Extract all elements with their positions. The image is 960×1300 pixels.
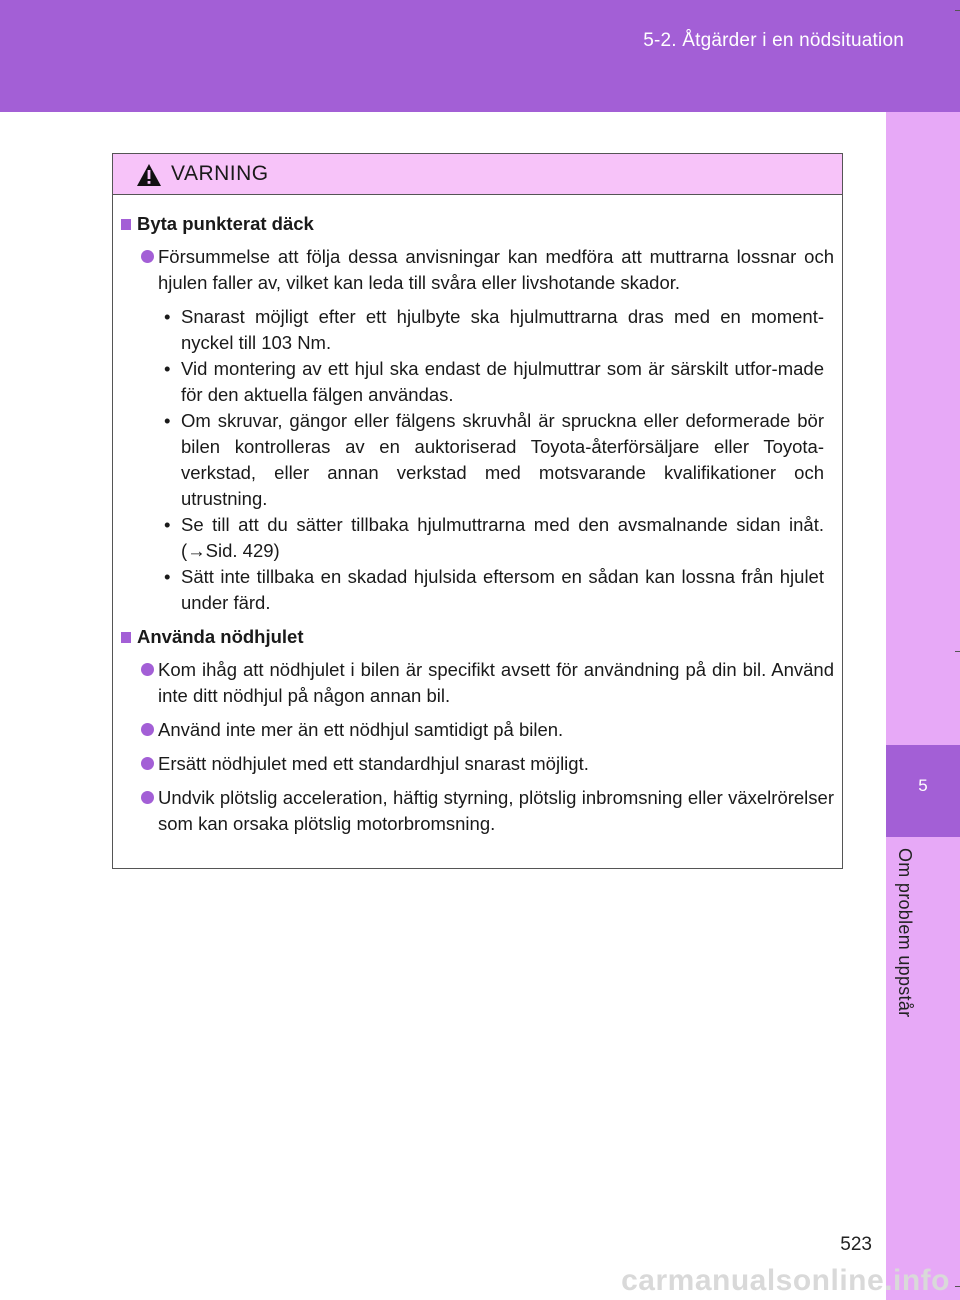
- list-item: [121, 751, 834, 777]
- page-number: 523: [840, 1234, 872, 1255]
- sub-bullet: • Vid montering av ett hjul ska endast de hjulmuttrar som är särskilt utfor-made för den aktuella fälgen användas.: [161, 356, 824, 408]
- watermark: carmanualsonline.info: [621, 1264, 950, 1297]
- list-item-text: Försummelse att följa dessa anvisningar kan medföra att muttrarna lossnar och hjulen faller av, vilket kan leda till svåra eller livshotande skador.: [158, 246, 834, 293]
- warning-box: [112, 153, 843, 869]
- sub-bullet: • Om skruvar, gängor eller fälgens skruvhål är spruckna eller deformerade bör bilen kontrolleras av en auktoriserad Toyota-återförsäljare eller Toyota-verkstad, eller annan verkstad med motsvarande kvalifikationer och utrustning.: [161, 408, 824, 512]
- list-item: [121, 657, 834, 709]
- warning-header: [113, 154, 842, 195]
- round-bullet-icon: [141, 663, 154, 676]
- round-bullet-icon: [141, 250, 154, 263]
- sub-bullet-list: [121, 304, 834, 616]
- sub-bullet: • Sätt inte tillbaka en skadad hjulsida eftersom en sådan kan lossna från hjulet under färd.: [161, 564, 824, 616]
- square-bullet-icon: [121, 632, 131, 643]
- section-heading-text: Byta punkterat däck: [137, 213, 314, 234]
- list-item-text: Använd inte mer än ett nödhjul samtidigt på bilen.: [158, 719, 564, 740]
- crop-mark: [955, 1286, 960, 1287]
- chapter-number: 5: [918, 776, 928, 795]
- round-bullet-icon: [141, 757, 154, 770]
- round-bullet-icon: [141, 723, 154, 736]
- chapter-title: Om problem uppstår: [895, 848, 915, 1018]
- crop-mark: [955, 10, 960, 11]
- warning-content: [113, 195, 842, 837]
- section-heading: [121, 624, 834, 650]
- section-heading-text: Använda nödhjulet: [137, 626, 304, 647]
- warning-triangle-icon: [136, 163, 162, 187]
- section-title: 5-2. Åtgärder i en nödsituation: [643, 30, 904, 51]
- list-item: [121, 785, 834, 837]
- sub-bullet: • Se till att du sätter tillbaka hjulmuttrarna med den avsmalnande sidan inåt. (→Sid. 429): [161, 512, 824, 564]
- crop-mark: [955, 651, 960, 652]
- section-heading: [121, 211, 834, 237]
- chapter-sidebar: [886, 112, 960, 1300]
- square-bullet-icon: [121, 219, 131, 230]
- list-item-text: Undvik plötslig acceleration, häftig styrning, plötslig inbromsning eller växelrörelser som kan orsaka plötslig motorbromsning.: [158, 787, 834, 834]
- page-header: [0, 0, 960, 112]
- list-item: [121, 717, 834, 743]
- list-item: [121, 244, 834, 296]
- warning-title: VARNING: [171, 162, 269, 185]
- list-item-text: Ersätt nödhjulet med ett standardhjul snarast möjligt.: [158, 753, 589, 774]
- sub-bullet: • Snarast möjligt efter ett hjulbyte ska hjulmuttrarna dras med en moment-nyckel till 103 Nm.: [161, 304, 824, 356]
- list-item-text: Kom ihåg att nödhjulet i bilen är specifikt avsett för användning på din bil. Använd inte ditt nödhjul på någon annan bil.: [158, 659, 834, 706]
- round-bullet-icon: [141, 791, 154, 804]
